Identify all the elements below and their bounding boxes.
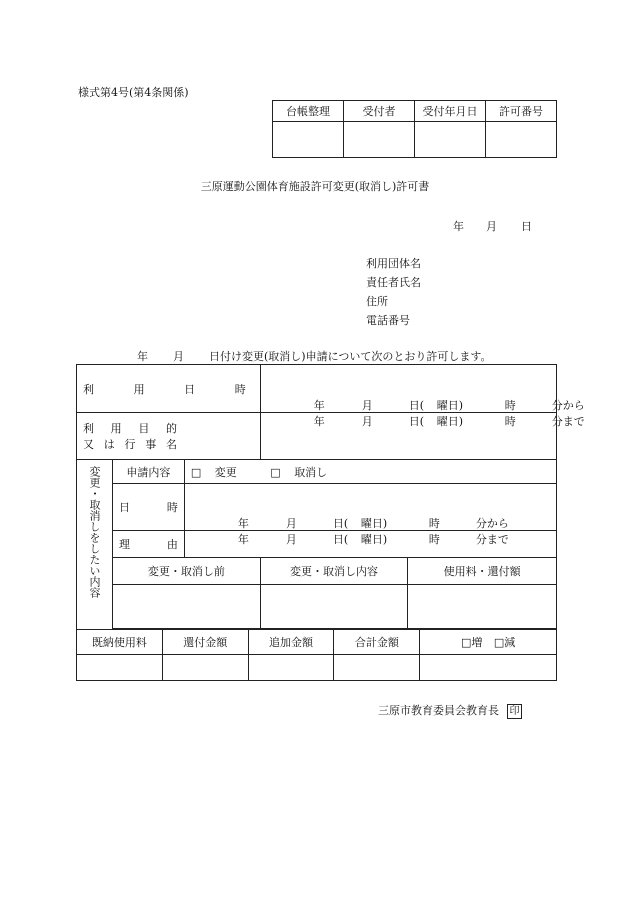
cell-ledger[interactable] <box>273 122 344 158</box>
form-number: 様式第4号(第4条関係) <box>78 86 189 99</box>
option-cancel-label: 取消し <box>294 465 328 479</box>
label-phone: 電話番号 <box>366 314 410 327</box>
label-responsible-person: 責任者氏名 <box>366 276 421 289</box>
header-refund-amount: 還付金額 <box>162 630 248 655</box>
label-purpose: 利 用 目 的 又 は 行 事 名 <box>77 413 261 460</box>
statement-month: 月 <box>173 350 184 363</box>
header-additional-amount: 追加金額 <box>248 630 334 655</box>
increase-decrease-field[interactable] <box>420 655 557 681</box>
change-datetime-field[interactable]: 年 月 日( 曜日) 時 分から 年 月 日( 曜日) 時 分まで <box>184 484 556 531</box>
checkbox-increase[interactable]: □増 <box>460 636 483 649</box>
total-amount-field[interactable] <box>334 655 420 681</box>
document-title: 三原運動公園体育施設許可変更(取消し)許可書 <box>200 180 430 193</box>
cell-permit-number[interactable] <box>486 122 557 158</box>
fee-field[interactable] <box>408 585 557 629</box>
checkbox-change[interactable]: □ <box>190 465 202 479</box>
label-address: 住所 <box>366 295 388 308</box>
seal-mark: 印 <box>507 704 522 719</box>
after-field[interactable] <box>260 585 408 629</box>
header-ledger: 台帳整理 <box>273 101 344 122</box>
checkbox-decrease[interactable]: □減 <box>493 636 516 649</box>
main-table <box>76 364 585 630</box>
paid-fee-field[interactable] <box>77 655 163 681</box>
issue-day: 日 <box>521 220 532 233</box>
issuer-name: 三原市教育委員会教育長 <box>378 704 499 717</box>
refund-amount-field[interactable] <box>162 655 248 681</box>
cell-receiver[interactable] <box>344 122 415 158</box>
label-change-content: 変更・取消しをしたい内容 <box>77 460 113 630</box>
header-receipt-date: 受付年月日 <box>415 101 486 122</box>
issue-month: 月 <box>486 220 497 233</box>
application-content-options <box>184 460 556 484</box>
label-usage-datetime: 利 用 日 時 <box>77 365 261 413</box>
header-total-amount: 合計金額 <box>334 630 420 655</box>
reception-table <box>272 100 557 158</box>
additional-amount-field[interactable] <box>248 655 334 681</box>
label-organization: 利用団体名 <box>366 257 421 270</box>
usage-datetime-field[interactable]: 年 月 日( 曜日) 時 分から 年 月 日( 曜日) 時 分まで <box>260 365 556 413</box>
checkbox-cancel[interactable]: □ <box>270 465 281 479</box>
header-increase-decrease <box>420 630 557 655</box>
header-fee: 使用料・還付額 <box>408 558 557 585</box>
header-receiver: 受付者 <box>344 101 415 122</box>
option-change-label: 変更 <box>214 465 237 479</box>
label-reason: 理 由 <box>112 531 184 558</box>
cell-receipt-date[interactable] <box>415 122 486 158</box>
header-after: 変更・取消し内容 <box>260 558 408 585</box>
header-permit-number: 許可番号 <box>486 101 557 122</box>
statement-text: 日付け変更(取消し)申請について次のとおり許可します。 <box>209 350 492 363</box>
issue-year: 年 <box>453 220 464 233</box>
issuer <box>378 702 522 719</box>
label-change-datetime: 日 時 <box>112 484 184 531</box>
label-application-content: 申請内容 <box>112 460 184 484</box>
fee-table <box>76 629 557 681</box>
before-field[interactable] <box>112 585 260 629</box>
header-paid-fee: 既納使用料 <box>77 630 163 655</box>
statement-year: 年 <box>137 350 148 363</box>
header-before: 変更・取消し前 <box>112 558 260 585</box>
